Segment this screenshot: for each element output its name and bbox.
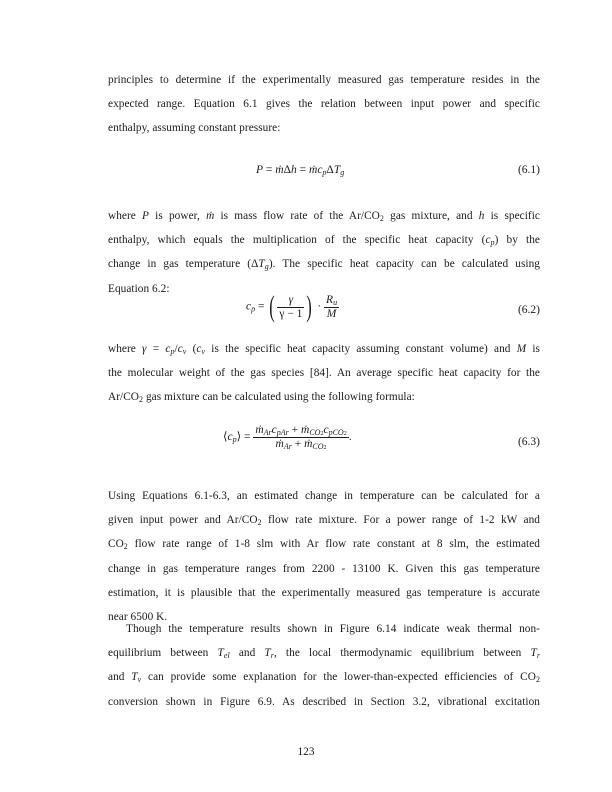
page-number: 123 (297, 746, 315, 758)
text-line: conversion shown in Figure 6.9. As described in Section 3.2, vibrational excitation (108, 695, 540, 708)
equation-6-1 (108, 160, 540, 184)
text-line: change in gas temperature ranges from 2200 - 13100 K. Given this gas temperature (108, 562, 540, 575)
equation-number: (6.1) (517, 164, 540, 176)
equation-body: $⟨c_p⟩$ = $\frac{ṁ_{Ar}c_{pAr} + ṁ_{CO2}c_{pCO2}}{ṁ_{Ar} + ṁ_{CO2}}$ . (223, 424, 352, 451)
paragraph-gamma (108, 337, 540, 410)
text-line: change in gas temperature $(\Delta T_g)$. The specific heat capacity can be calculated using (108, 258, 540, 272)
text-line: where P is power, ṁ is mass flow rate of the $Ar/CO_2$ gas mixture, and h is specific (108, 210, 540, 223)
paragraph-equilibrium (108, 617, 540, 714)
paragraph-definitions (108, 204, 540, 301)
equation-body: P = ṁΔh = $ṁc_p\Delta T_g$ (256, 164, 345, 177)
equation-6-2 (108, 290, 540, 334)
text-line: the molecular weight of the gas species [84]. An average specific heat capacity for the (108, 367, 540, 380)
text-line: $CO_2$ flow rate range of 1-8 slm with Ar flow rate constant at 8 slm, the estimated (108, 538, 540, 552)
text-line: given input power and $Ar/CO_2$ flow rate mixture. For a power range of 1-2 kW and (108, 514, 540, 528)
paragraph-estimation (108, 484, 540, 629)
equation-number: (6.3) (517, 436, 540, 448)
text-line: Though the temperature results shown in Figure 6.14 indicate weak thermal non- (126, 623, 540, 635)
text-line: $Ar/CO_2$ gas mixture can be calculated using the following formula: (108, 391, 415, 405)
text-line: near 6500 K. (108, 610, 168, 623)
text-line: enthalpy, assuming constant pressure: (108, 122, 281, 135)
text-line: equilibrium between $T_{el}$ and $T_r$, the local thermodynamic equilibrium between $T_r$ (108, 647, 540, 661)
text-line: where $\gamma = c_p/c_v$ ($c_v$ is the specific heat capacity assuming constant volume) and M is (108, 343, 540, 356)
paragraph-intro (108, 68, 540, 141)
text-line: Equation 6.2: (108, 282, 170, 295)
equation-6-3 (108, 422, 540, 466)
equation-number: (6.2) (517, 304, 540, 316)
text-line: enthalpy, which equals the multiplication of the specific heat capacity $(c_p)$ by the (108, 234, 540, 248)
equation-body: $c_p$ = ( $\frac{\gamma}{\gamma - 1}$ ) · $\frac{R_u}{M}$ (246, 290, 338, 323)
text-line: and $T_v$ can provide some explanation for the lower-than-expected efficiencies of $CO_2$ (108, 671, 540, 685)
text-line: principles to determine if the experimentally measured gas temperature resides in the (108, 74, 540, 86)
text-line: expected range. Equation 6.1 gives the relation between input power and specific (108, 98, 540, 111)
text-line: Using Equations 6.1-6.3, an estimated change in temperature can be calculated for a (108, 490, 540, 502)
text-line: estimation, it is plausible that the experimentally measured gas temperature is accurate (108, 586, 540, 599)
